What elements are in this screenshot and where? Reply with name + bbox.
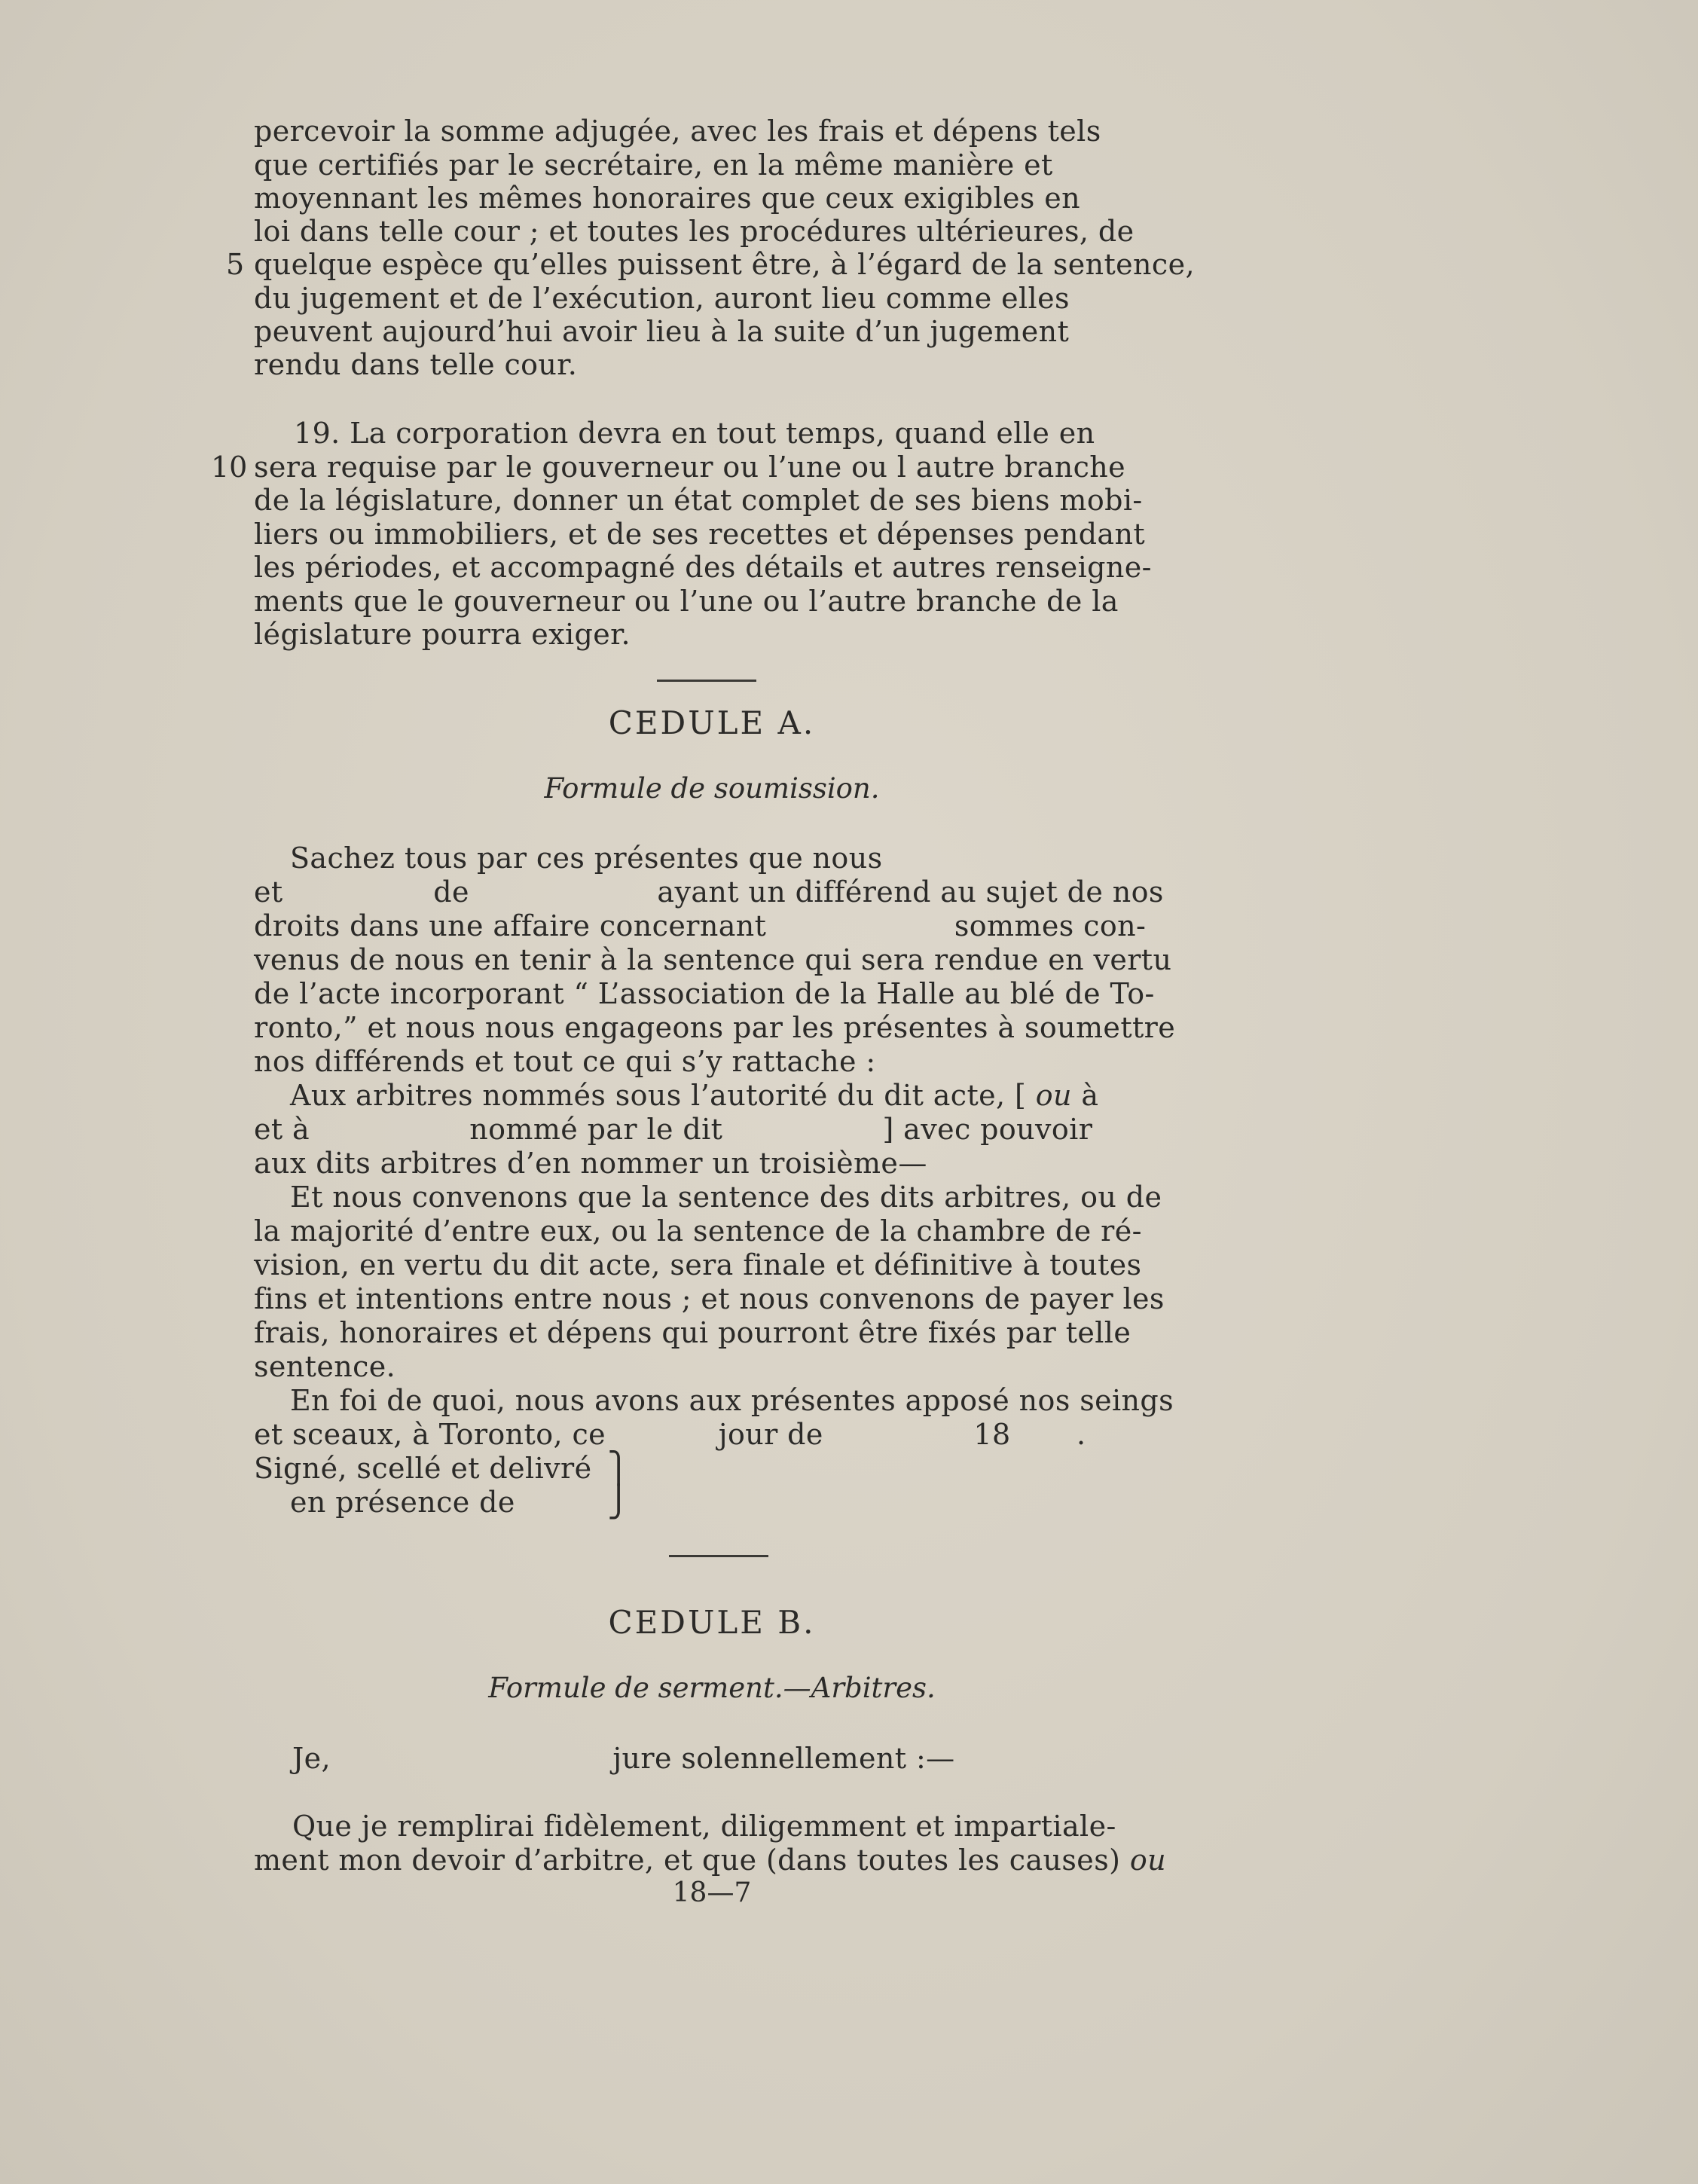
text-line: venus de nous en tenir à la sentence qui sera rendue en vertu <box>254 943 1172 976</box>
cedule-b-heading: CEDULE B. <box>608 1604 816 1641</box>
line-number: 10 <box>211 451 248 484</box>
witness-line: en présence de <box>290 1486 515 1519</box>
text-line: ments que le gouverneur ou l’une ou l’autre branche de la <box>254 585 1119 618</box>
text-line: législature pourra exiger. <box>254 618 631 651</box>
text-fragment: Aux arbitres nommés sous l’autorité du dit acte, [ <box>290 1079 1027 1112</box>
text-line: aux dits arbitres d’en nommer un troisième— <box>254 1147 927 1180</box>
signature-line: Signé, scellé et delivré <box>254 1452 592 1485</box>
brace-bottom: ⎭ <box>607 1485 630 1520</box>
text-line: sera requise par le gouverneur ou l’une ou l autre branche <box>254 451 1126 484</box>
text-line: la majorité d’entre eux, ou la sentence de la chambre de ré- <box>254 1214 1142 1248</box>
text-line: Que je remplirai fidèlement, diligemment et impartiale- <box>292 1810 1116 1843</box>
italic-word: ou <box>1035 1079 1072 1112</box>
text-line: frais, honoraires et dépens qui pourront être fixés par telle <box>254 1316 1131 1349</box>
text-fragment: à <box>1071 1079 1099 1112</box>
text-line: de l’acte incorporant “ L’association de la Halle au blé de To- <box>254 977 1155 1010</box>
text-line: et à nommé par le dit ] avec pouvoir <box>254 1113 1093 1146</box>
text-line: En foi de quoi, nous avons aux présentes apposé nos seings <box>290 1384 1174 1417</box>
text-line: les périodes, et accompagné des détails et autres renseigne- <box>254 551 1152 584</box>
text-line: Sachez tous par ces présentes que nous <box>290 842 883 875</box>
brace-top: ⎫ <box>607 1451 630 1486</box>
text-line <box>290 1079 1098 1112</box>
text-line: ronto,” et nous nous engageons par les présentes à soumettre <box>254 1011 1176 1044</box>
text-line: fins et intentions entre nous ; et nous convenons de payer les <box>254 1282 1165 1315</box>
text-line: que certifiés par le secrétaire, en la même manière et <box>254 148 1053 182</box>
text-line: du jugement et de l’exécution, auront lieu comme elles <box>254 282 1070 315</box>
line-number: 5 <box>226 248 245 281</box>
section-divider <box>657 680 756 682</box>
text-line: de la législature, donner un état complet de ses biens mobi- <box>254 484 1143 517</box>
text-line: liers ou immobiliers, et de ses recettes et dépenses pendant <box>254 518 1146 551</box>
text-line: et de ayant un différend au sujet de nos <box>254 875 1164 909</box>
section-divider <box>669 1555 768 1557</box>
text-line: loi dans telle cour ; et toutes les procédures ultérieures, de <box>254 215 1135 248</box>
oath-line: Je, jure solennellement :— <box>292 1742 955 1775</box>
text-line: droits dans une affaire concernant sommes con- <box>254 909 1147 942</box>
cedule-a-heading: CEDULE A. <box>608 704 816 741</box>
section-19-first-line: 19. La corporation devra en tout temps, quand elle en <box>294 417 1095 450</box>
text-line: et sceaux, à Toronto, ce jour de 18 . <box>254 1418 1086 1451</box>
text-line: quelque espèce qu’elles puissent être, à l’égard de la sentence, <box>254 248 1195 281</box>
page-folio: 18—7 <box>672 1877 752 1908</box>
italic-word: ou <box>1129 1843 1166 1877</box>
text-line: percevoir la somme adjugée, avec les frais et dépens tels <box>254 115 1101 148</box>
text-line: peuvent aujourd’hui avoir lieu à la suite d’un jugement <box>254 315 1070 348</box>
text-line: vision, en vertu du dit acte, sera finale et définitive à toutes <box>254 1248 1142 1281</box>
text-line: sentence. <box>254 1350 396 1383</box>
text-line <box>254 1843 1166 1877</box>
cedule-b-subtitle: Formule de serment.—Arbitres. <box>488 1672 936 1704</box>
text-line: rendu dans telle cour. <box>254 348 578 381</box>
text-line: Et nous convenons que la sentence des dits arbitres, ou de <box>290 1181 1162 1214</box>
text-line: moyennant les mêmes honoraires que ceux exigibles en <box>254 182 1081 215</box>
text-line: nos différends et tout ce qui s’y rattache : <box>254 1045 876 1078</box>
cedule-a-subtitle: Formule de soumission. <box>544 772 880 805</box>
text-fragment: ment mon devoir d’arbitre, et que (dans toutes les causes) <box>254 1843 1121 1877</box>
